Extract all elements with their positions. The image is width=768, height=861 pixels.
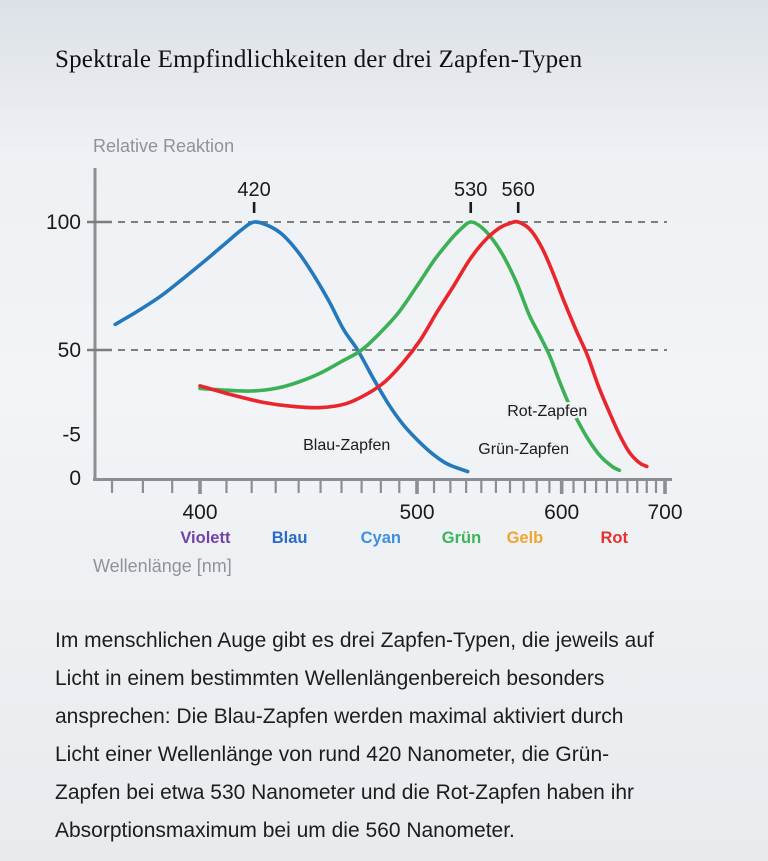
peak-label-530: 530 — [454, 179, 488, 201]
paragraph-line: Absorptionsmaximum bei um die 560 Nanometer. — [55, 819, 515, 842]
y-axis-title: Relative Reaktion — [93, 136, 235, 156]
y-tick-label--5: -5 — [62, 423, 81, 447]
y-tick-label-100: 100 — [45, 211, 81, 234]
x-tick-label-500: 500 — [399, 501, 435, 524]
paragraph-line: Im menschlichen Auge gibt es drei Zapfen-Typen, die jeweils auf — [55, 629, 654, 652]
x-tick-label-600: 600 — [544, 501, 580, 524]
curve-rot-zapfen — [200, 222, 647, 467]
curve-label-rot-zapfen: Rot-Zapfen — [507, 402, 588, 420]
x-tick-label-700: 700 — [647, 501, 683, 524]
page-title: Spektrale Empfindlichkeiten der drei Zapfen-Typen — [55, 46, 583, 73]
description-paragraph — [55, 622, 735, 850]
x-axis-title: Wellenlänge [nm] — [93, 556, 232, 576]
y-tick-label-50: 50 — [57, 339, 81, 362]
spectrum-label-gr-n: Grün — [441, 529, 482, 547]
spectrum-label-blau: Blau — [271, 529, 308, 547]
spectrum-label-gelb: Gelb — [506, 529, 544, 547]
spectrum-label-violett: Violett — [180, 529, 231, 547]
curve-label-blau-zapfen: Blau-Zapfen — [303, 436, 391, 454]
paragraph-line: Licht einer Wellenlänge von rund 420 Nanometer, die Grün- — [55, 743, 610, 766]
paragraph-line: Licht in einem bestimmten Wellenlängenbereich besonders — [55, 667, 605, 690]
x-tick-label-400: 400 — [182, 501, 218, 524]
paragraph-line: Zapfen bei etwa 530 Nanometer und die Rot-Zapfen haben ihr — [55, 781, 635, 804]
curve-label-gr-n-zapfen: Grün-Zapfen — [478, 441, 570, 459]
paragraph-line: ansprechen: Die Blau-Zapfen werden maximal aktiviert durch — [55, 705, 624, 728]
peak-label-420: 420 — [237, 179, 271, 201]
spectrum-label-cyan: Cyan — [360, 529, 402, 547]
spectrum-label-rot: Rot — [600, 529, 628, 547]
y-tick-label-0: 0 — [69, 467, 81, 490]
peak-label-560: 560 — [501, 179, 535, 201]
